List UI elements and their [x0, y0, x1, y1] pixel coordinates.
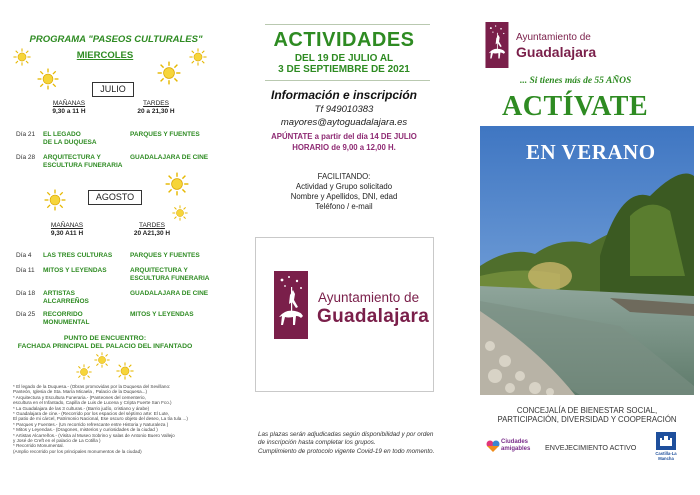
- note-line: * El legado de la Duquesa.- (Obras promovidas por la Duquesa del Sevillano:: [13, 384, 171, 389]
- afternoon-label: TARDES: [139, 222, 165, 229]
- sun-icon: [44, 189, 66, 211]
- logo-line-1: Ayuntamiento de: [516, 32, 591, 43]
- note-line: * Recorrido Monumental.: [13, 443, 64, 449]
- august-morning-header: [40, 222, 94, 238]
- clm-label: Castilla-La Mancha: [655, 451, 677, 461]
- cities-logo-line-2: amigables: [501, 446, 531, 452]
- signup-line-2: HORARIO de 9,00 a 12,00 H.: [292, 143, 396, 152]
- don-quixote-logo-icon: [274, 271, 314, 339]
- row-date: Día 11: [16, 267, 35, 274]
- note-line: (Amplio recorrido por los principales monumentos de la ciudad): [13, 448, 142, 454]
- morning-label: MAÑANAS: [50, 222, 84, 229]
- provide-line: Actividad y Grupo solicitado: [295, 182, 393, 191]
- note-line: * La Guadalajara de las 3 culturas.- (Barrio judío, cristiano y árabe): [13, 405, 150, 411]
- sun-icon: [37, 68, 59, 90]
- cities-logo-line-1: Ciudades: [501, 439, 529, 445]
- email[interactable]: mayores@aytoguadalajara.es: [280, 117, 408, 128]
- morning-label: MAÑANAS: [52, 100, 86, 107]
- sun-icon: [76, 364, 92, 380]
- heart-logo-icon: [486, 439, 500, 453]
- sun-icon: [94, 352, 110, 368]
- note-line: * Guadalajara de cine.- (Recorrido por los espacios del séptimo arte: El Lute,: [13, 411, 170, 417]
- footer-notice: [258, 431, 458, 456]
- note-line: y José de Creft en el palacio de La Cotilla ): [13, 438, 101, 444]
- row-afternoon: PARQUES Y FUENTES: [130, 252, 200, 259]
- row-afternoon: GUADALAJARA DE CINE: [130, 290, 209, 297]
- july-afternoon-header: [128, 100, 184, 116]
- phone: Tf 949010383: [314, 104, 374, 115]
- row-morning: RECORRIDO MONUMENTAL: [43, 311, 90, 326]
- row-morning: MITOS Y LEYENDAS: [43, 267, 107, 274]
- department-line-2: PARTICIPACIÓN, DIVERSIDAD Y COOPERACIÓN: [497, 415, 677, 424]
- day-label: MIERCOLES: [76, 50, 134, 61]
- activity-notes: [13, 384, 228, 454]
- afternoon-time: 20 A21,30 H: [133, 230, 171, 237]
- age-text: ... Si tienes más de 55 AÑOS: [520, 76, 632, 86]
- note-line: * Parques y Fuentes.- (Un recorrido refrescante entre Historia y Naturaleza ): [13, 421, 169, 427]
- program-title: PROGRAMA "PASEOS CULTURALES": [29, 34, 203, 45]
- department-line-1: CONCEJALÍA DE BIENESTAR SOCIAL,: [516, 406, 658, 415]
- park-photo: [480, 126, 694, 395]
- headline-activate: ACTÍVATE: [502, 91, 649, 122]
- clm-logo: [648, 432, 684, 462]
- logo-line-1: Ayuntamiento de: [318, 290, 420, 305]
- row-date: Día 25: [16, 311, 36, 318]
- don-quixote-logo-icon: [485, 22, 513, 68]
- row-afternoon: ARQUITECTURA Y ESCULTURA FUNERARIA: [130, 267, 210, 282]
- meeting-place: FACHADA PRINCIPAL DEL PALACIO DEL INFANTADO: [17, 343, 193, 350]
- row-date: Día 21: [16, 131, 36, 138]
- afternoon-time: 20 a 21,30 H: [137, 108, 175, 115]
- logo-line-2: Guadalajara: [516, 44, 597, 60]
- row-afternoon: GUADALAJARA DE CINE: [130, 154, 209, 161]
- dates-line-1: DEL 19 DE JULIO AL: [294, 53, 394, 64]
- sun-icon: [13, 48, 31, 66]
- sun-icon: [165, 172, 189, 196]
- meeting-label: PUNTO DE ENCUENTRO:: [63, 335, 147, 342]
- row-date: Día 18: [16, 290, 36, 297]
- provide-label: FACILITANDO:: [317, 172, 371, 181]
- provide-line: Nombre y Apellidos, DNI, edad: [290, 192, 398, 201]
- dates-line-2: 3 DE SEPTIEMBRE DE 2021: [278, 64, 410, 75]
- row-morning: ARQUITECTURA Y ESCULTURA FUNERARIA: [43, 154, 123, 169]
- row-afternoon: PARQUES Y FUENTES: [130, 131, 200, 138]
- provide-line: Teléfono / e-mail: [315, 202, 373, 211]
- sun-icon: [189, 48, 207, 66]
- row-morning: ARTISTAS ALCARREÑOS: [43, 290, 89, 305]
- note-line: * Mitos y Leyendas.- (Dragones, misterios y curiosidades de la ciudad ): [13, 427, 158, 433]
- divider: [265, 24, 430, 25]
- note-line: Panteón, Iglesia de Sta. María Micaela , Palacio de la Duquesa...): [13, 389, 148, 395]
- sun-icon: [116, 362, 134, 380]
- august-afternoon-header: [124, 222, 180, 238]
- row-morning: LAS TRES CULTURAS: [43, 252, 113, 259]
- row-date: Día 28: [16, 154, 36, 161]
- footer-line: Cumplimiento de protocolo vigente Covid-19 en todo momento.: [258, 447, 435, 455]
- row-morning: EL LEGADO DE LA DUQUESA: [43, 131, 97, 146]
- july-morning-header: [44, 100, 94, 116]
- note-line: escultura en el Infantado, Capilla de Luis de Lucena y Cripta Fuerte San Fco.): [13, 400, 172, 406]
- info-title: Información e inscripción: [270, 88, 418, 102]
- sun-icon: [157, 61, 181, 85]
- city-logo-box: [255, 237, 434, 392]
- castle-logo-icon: [656, 432, 676, 450]
- active-aging-label: ENVEJECIMIENTO ACTIVO: [545, 443, 637, 452]
- afternoon-label: TARDES: [143, 100, 169, 107]
- note-line: El patio de mi cárcel, Patrimonio Nacional, Ese oscuro objeto del deseo, La tía tula ...): [13, 416, 188, 422]
- signup-line-1: APÚNTATE a partir del día 14 DE JULIO: [271, 132, 417, 141]
- divider: [265, 80, 430, 81]
- month-box-august: AGOSTO: [88, 190, 142, 205]
- footer-line: Las plazas serán adjudicadas según disponibilidad y por orden: [258, 431, 434, 438]
- row-afternoon: MITOS Y LEYENDAS: [130, 311, 194, 318]
- note-line: * Arquitectura y Escultura Funeraria.- (Panteones del cementerio,: [13, 394, 146, 400]
- sun-icon: [172, 205, 188, 221]
- row-date: Día 4: [16, 252, 32, 259]
- activities-title: ACTIVIDADES: [273, 29, 415, 51]
- morning-time: 9,30 A11 H: [50, 230, 84, 237]
- footer-line: de inscripción hasta completar los grupos.: [258, 439, 376, 447]
- logo-line-2: Guadalajara: [317, 306, 430, 327]
- age-friendly-cities-logo: [486, 436, 536, 458]
- note-line: * Artistas Alcarreños.- (Visita al Museo Sobrino y salas de Antonio Buero Vallejo: [13, 432, 175, 438]
- month-box-july: JULIO: [92, 82, 134, 97]
- banner-en-verano: EN VERANO: [526, 140, 656, 164]
- morning-time: 9,30 a 11 H: [52, 108, 86, 115]
